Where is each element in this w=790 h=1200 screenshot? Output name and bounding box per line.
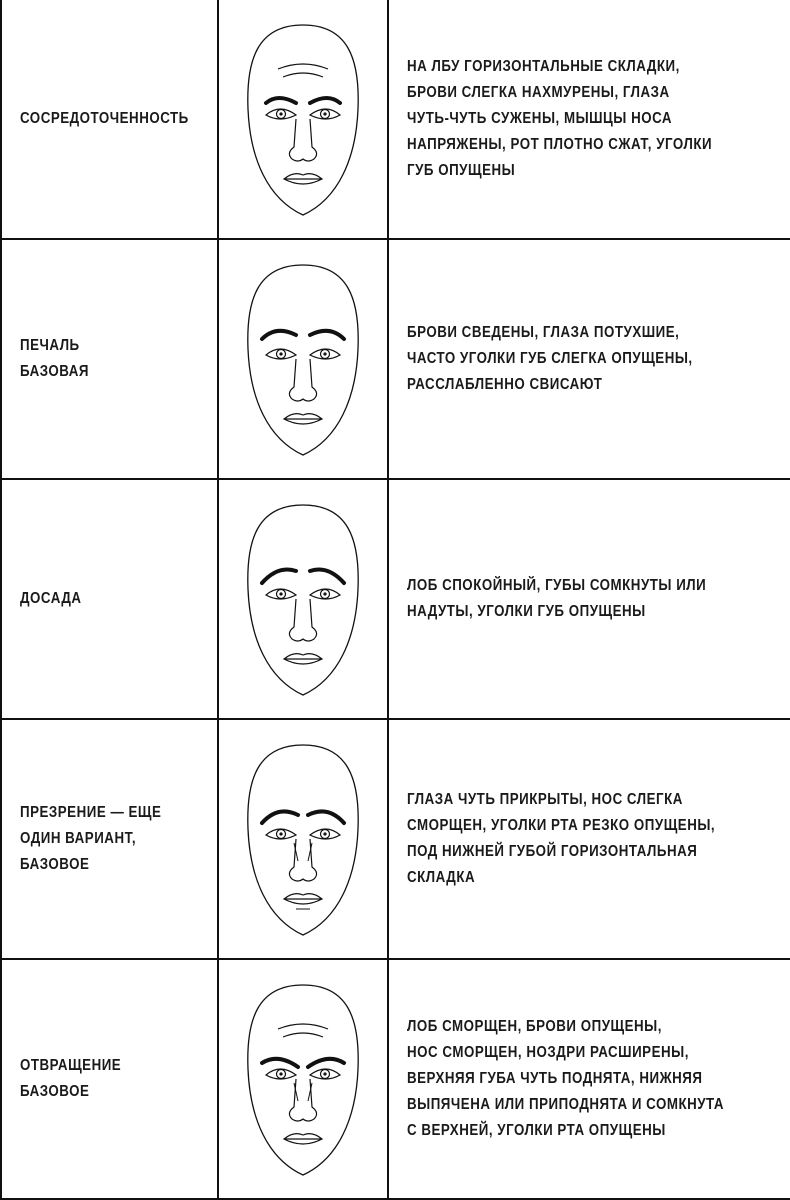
face-illustration-sadness [238,259,368,459]
face-cell [219,720,389,960]
face-cell [219,240,389,480]
emotion-cell [0,240,219,480]
face-drawing [238,739,368,939]
face-illustration-contempt [238,739,368,939]
emotion-description: БРОВИ СВЕДЕНЫ, ГЛАЗА ПОТУХШИЕ, ЧАСТО УГОЛКИ ГУБ СЛЕГКА ОПУЩЕНЫ, РАССЛАБЛЕННО СВИСАЮТ [407,324,693,393]
table-row [0,480,790,720]
emotion-name: ДОСАДА [20,590,82,607]
face-drawing [238,979,368,1179]
description-cell [389,960,790,1200]
emotion-name: СОСРЕДОТОЧЕННОСТЬ [20,110,189,127]
face-illustration-annoyance [238,499,368,699]
description-cell [389,0,790,240]
description-cell [389,480,790,720]
table-row [0,720,790,960]
emotion-description: ЛОБ СПОКОЙНЫЙ, ГУБЫ СОМКНУТЫ ИЛИ НАДУТЫ, УГОЛКИ ГУБ ОПУЩЕНЫ [407,577,707,620]
emotion-description: ЛОБ СМОРЩЕН, БРОВИ ОПУЩЕНЫ, НОС СМОРЩЕН, НОЗДРИ РАСШИРЕНЫ, ВЕРХНЯЯ ГУБА ЧУТЬ ПОДНЯТА, НИЖНЯЯ ВЫПЯЧЕНА ИЛИ ПРИПОДНЯТА И СОМКНУТА С ВЕРХНЕЙ, УГОЛКИ РТА ОПУЩЕНЫ [407,1018,725,1139]
emotion-cell [0,720,219,960]
emotion-description: НА ЛБУ ГОРИЗОНТАЛЬНЫЕ СКЛАДКИ, БРОВИ СЛЕГКА НАХМУРЕНЫ, ГЛАЗА ЧУТЬ-ЧУТЬ СУЖЕНЫ, МЫШЦЫ НОСА НАПРЯЖЕНЫ, РОТ ПЛОТНО СЖАТ, УГОЛКИ ГУБ ОПУЩЕНЫ [407,58,713,179]
table-row [0,240,790,480]
face-cell [219,960,389,1200]
emotion-description: ГЛАЗА ЧУТЬ ПРИКРЫТЫ, НОС СЛЕГКА СМОРЩЕН, УГОЛКИ РТА РЕЗКО ОПУЩЕНЫ, ПОД НИЖНЕЙ ГУБОЙ ГОРИЗОНТАЛЬНАЯ СКЛАДКА [407,791,716,886]
table-row [0,0,790,240]
description-cell [389,720,790,960]
face-illustration-disgust [238,979,368,1179]
emotion-name: ПРЕЗРЕНИЕ — ЕЩЕ ОДИН ВАРИАНТ, БАЗОВОЕ [20,804,162,873]
face-cell [219,480,389,720]
face-drawing [238,19,368,219]
face-cell [219,0,389,240]
emotion-cell [0,960,219,1200]
table-row [0,960,790,1200]
face-illustration-concentration [238,19,368,219]
emotion-cell [0,480,219,720]
emotion-name: ПЕЧАЛЬ БАЗОВАЯ [20,337,90,380]
face-drawing [238,259,368,459]
emotion-cell [0,0,219,240]
face-drawing [238,499,368,699]
description-cell [389,240,790,480]
emotion-name: ОТВРАЩЕНИЕ БАЗОВОЕ [20,1057,122,1100]
